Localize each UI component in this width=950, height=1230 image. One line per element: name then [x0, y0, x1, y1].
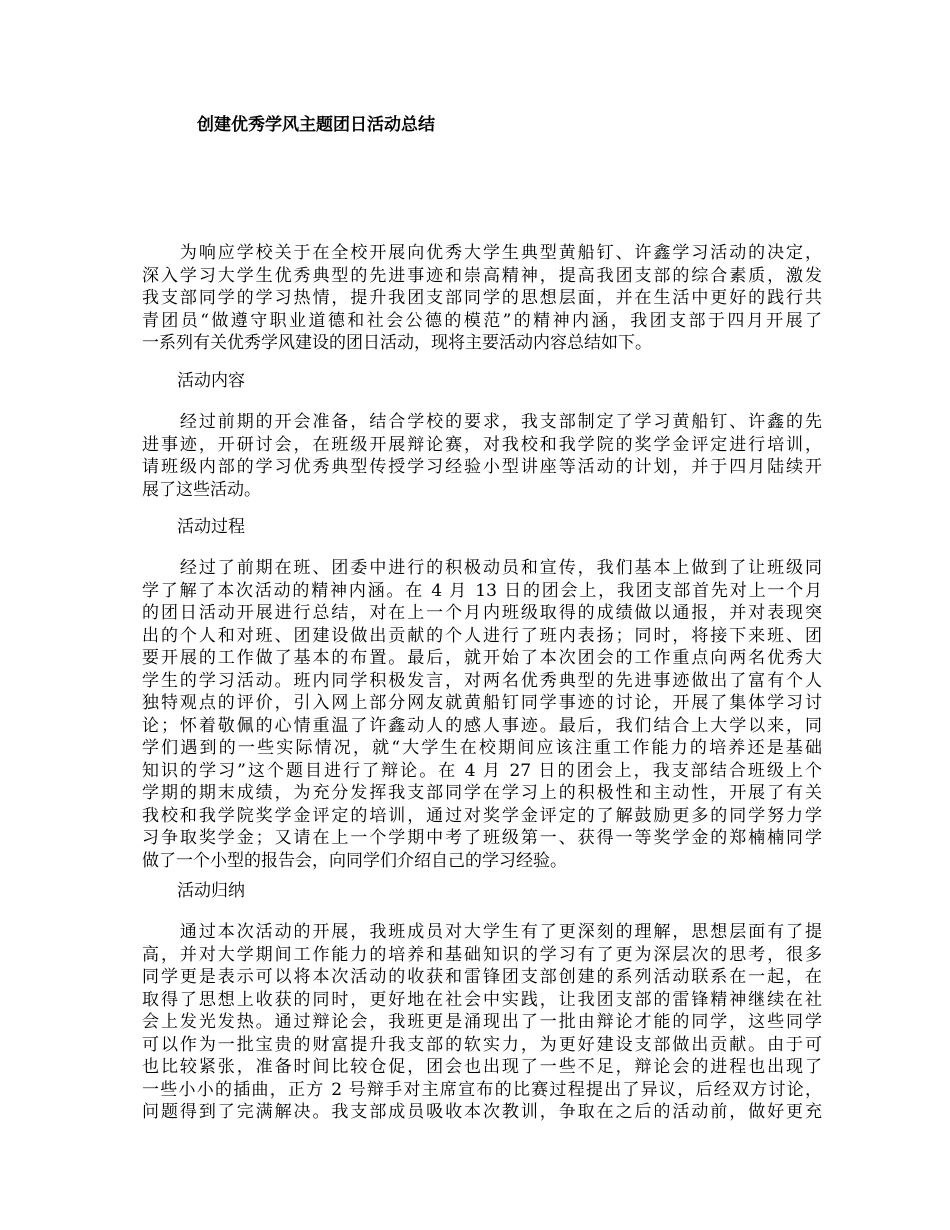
text-line: 出的个人和对班、团建设做出贡献的个人进行了班内表扬；同时，将接下来班、团	[142, 625, 822, 646]
text-line: 学生的学习活动。班内同学积极发言，对两名优秀典型的先进事迹做出了富有个人	[142, 670, 822, 691]
intro-paragraph	[142, 242, 822, 355]
text-line: 为响应学校关于在全校开展向优秀大学生典型黄船钉、许鑫学习活动的决定，	[142, 243, 822, 263]
text-line: 进事迹，开研讨会，在班级开展辩论赛，对我校和我学院的奖学金评定进行培训，	[142, 434, 822, 455]
section-content-paragraph	[142, 411, 822, 501]
text-line: 一些小小的插曲，正方 2 号辩手对主席宣布的比赛过程提出了异议，后经双方讨论，	[142, 1079, 822, 1100]
text-line: 做了一个小型的报告会，向同学们介绍自己的学习经验。	[142, 850, 567, 871]
text-line: 我支部同学的学习热情，提升我团支部同学的思想层面，并在生活中更好的践行共	[142, 288, 822, 308]
text-line: 经过前期的开会准备，结合学校的要求，我支部制定了学习黄船钉、许鑫的先	[142, 412, 822, 432]
text-line: 也比较紧张，准备时间比较仓促，团会也出现了一些不足，辩论会的进程也出现了	[142, 1057, 822, 1077]
text-line: 展了这些活动。	[142, 479, 261, 500]
text-line: 知识的学习”这个题目进行了辩论。在 4 月 27 日的团会上，我支部结合班级上个	[142, 760, 822, 781]
text-line: 请班级内部的学习优秀典型传授学习经验小型讲座等活动的计划，并于四月陆续开	[142, 457, 822, 477]
text-line: 通过本次活动的开展，我班成员对大学生有了更深刻的理解，思想层面有了提	[142, 922, 822, 942]
text-line: 会上发光发热。通过辩论会，我班更是涌现出了一批由辩论才能的同学，这些同学	[142, 1012, 822, 1032]
text-line: 问题得到了完满解决。我支部成员吸收本次教训，争取在之后的活动前，做好更充	[142, 1102, 822, 1122]
section-heading-summary: 活动归纳	[177, 881, 245, 901]
text-line: 经过了前期在班、团委中进行的积极动员和宣传，我们基本上做到了让班级同	[142, 558, 822, 578]
text-line: 的团日活动开展进行总结，对在上一个月内班级取得的成绩做以通报，并对表现突	[142, 603, 822, 623]
text-line: 深入学习大学生优秀典型的先进事迹和崇高精神，提高我团支部的综合素质，激发	[142, 265, 822, 286]
text-line: 高，并对大学期间工作能力的培养和基础知识的学习有了更为深层次的思考，很多	[142, 944, 822, 965]
section-heading-content: 活动内容	[177, 371, 245, 391]
text-line: 可以作为一批宝贵的财富提升我支部的软实力，为更好建设支部做出贡献。由于可	[142, 1034, 822, 1055]
text-line: 我校和我学院奖学金评定的培训，通过对奖学金评定的了解鼓励更多的同学努力学	[142, 805, 822, 826]
text-line: 要开展的工作做了基本的布置。最后，就开始了本次团会的工作重点向两名优秀大	[142, 648, 822, 668]
text-line: 独特观点的评价，引入网上部分网友就黄船钉同学事迹的讨论，开展了集体学习讨	[142, 693, 822, 713]
text-line: 论；怀着敬佩的心情重温了许鑫动人的感人事迹。最后，我们结合上大学以来，同	[142, 715, 822, 736]
section-summary-paragraph	[142, 921, 822, 1124]
document-title: 创建优秀学风主题团日活动总结	[197, 115, 435, 135]
text-line: 同学更是表示可以将本次活动的收获和雷锋团支部创建的系列活动联系在一起，在	[142, 967, 822, 987]
text-line: 学了解了本次活动的精神内涵。在 4 月 13 日的团会上，我团支部首先对上一个月	[142, 580, 822, 601]
text-line: 青团员“做遵守职业道德和社会公德的模范”的精神内涵，我团支部于四月开展了	[142, 310, 822, 331]
text-line: 习争取奖学金；又请在上一个学期中考了班级第一、获得一等奖学金的郑楠楠同学	[142, 828, 822, 848]
section-heading-process: 活动过程	[177, 517, 245, 537]
text-line: 一系列有关优秀学风建设的团日活动，现将主要活动内容总结如下。	[142, 333, 652, 353]
section-process-paragraph	[142, 557, 822, 872]
text-line: 学们遇到的一些实际情况，就“大学生在校期间应该注重工作能力的培养还是基础	[142, 738, 822, 758]
text-line: 取得了思想上收获的同时，更好地在社会中实践，让我团支部的雷锋精神继续在社	[142, 989, 822, 1010]
text-line: 学期的期末成绩，为充分发挥我支部同学在学习上的积极性和主动性，开展了有关	[142, 783, 822, 803]
